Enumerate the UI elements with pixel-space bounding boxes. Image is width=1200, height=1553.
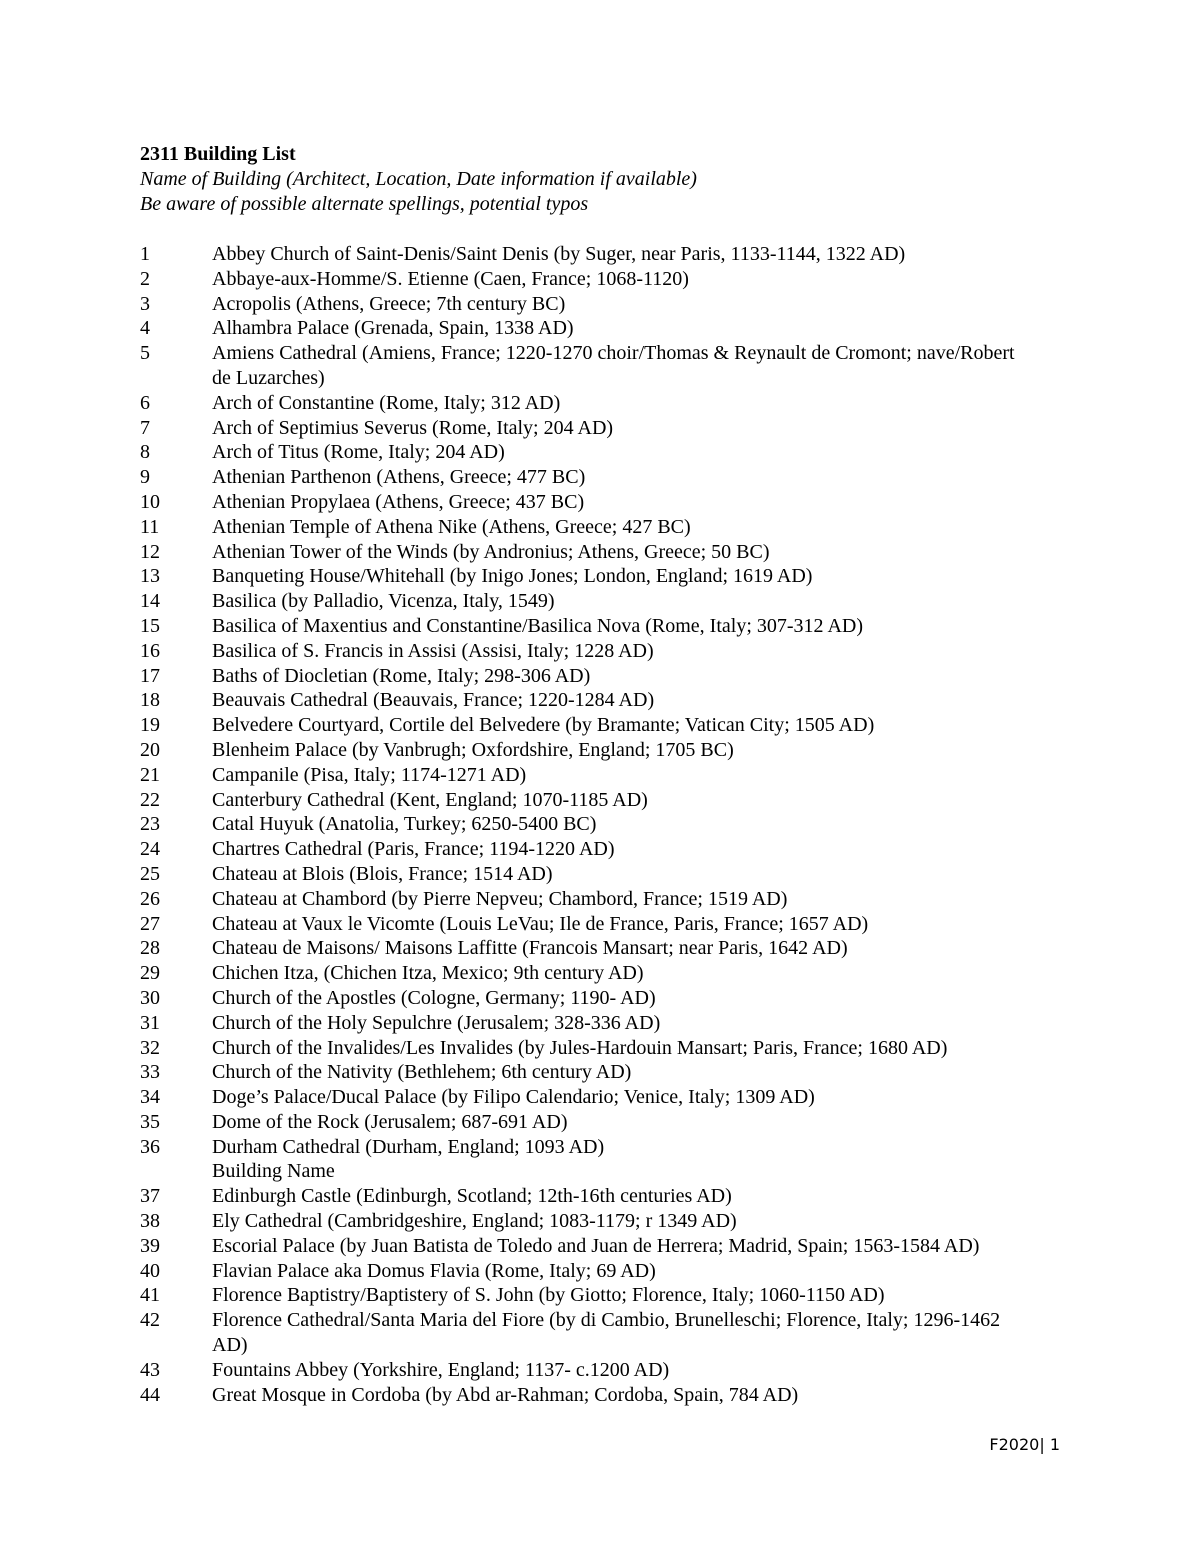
list-item-text: Alhambra Palace (Grenada, Spain, 1338 AD)	[212, 317, 574, 340]
list-item	[140, 986, 1100, 1011]
list-item-number: 20	[140, 738, 160, 761]
list-item-text: Arch of Septimius Severus (Rome, Italy; 204 AD)	[212, 416, 614, 439]
list-item-text: Beauvais Cathedral (Beauvais, France; 1220-1284 AD)	[212, 689, 655, 712]
list-item	[140, 912, 1100, 937]
list-item-number: 33	[140, 1061, 160, 1084]
list-item-text: Great Mosque in Cordoba (by Abd ar-Rahman; Cordoba, Spain, 784 AD)	[212, 1383, 799, 1406]
list-item	[140, 688, 1100, 713]
list-item	[140, 391, 1100, 416]
list-item-number: 26	[140, 887, 160, 910]
list-item-text: Flavian Palace aka Domus Flavia (Rome, Italy; 69 AD)	[212, 1259, 656, 1282]
list-item-text: Ely Cathedral (Cambridgeshire, England; 1083-1179; r 1349 AD)	[212, 1210, 737, 1233]
list-item-text: Building Name	[212, 1160, 335, 1183]
list-item-number: 22	[140, 788, 160, 811]
list-item-text: Abbaye-aux-Homme/S. Etienne (Caen, France; 1068-1120)	[212, 267, 689, 290]
list-item	[140, 1259, 1100, 1284]
list-item	[140, 812, 1100, 837]
list-item-number: 18	[140, 689, 160, 712]
page-footer: F2020| 1	[989, 1435, 1060, 1454]
list-item-text: Athenian Tower of the Winds (by Andronius; Athens, Greece; 50 BC)	[212, 540, 770, 563]
list-item-number: 30	[140, 986, 160, 1009]
list-item	[140, 316, 1100, 341]
list-item-number: 19	[140, 714, 160, 737]
list-item-text: Basilica of Maxentius and Constantine/Basilica Nova (Rome, Italy; 307-312 AD)	[212, 614, 863, 637]
list-item-text: Athenian Propylaea (Athens, Greece; 437 BC)	[212, 490, 585, 513]
list-item	[140, 1308, 1100, 1358]
list-item-text: Campanile (Pisa, Italy; 1174-1271 AD)	[212, 763, 527, 786]
list-item-number: 38	[140, 1210, 160, 1233]
list-item-number: 27	[140, 912, 160, 935]
list-item-number: 6	[140, 391, 150, 414]
list-item	[140, 1383, 1100, 1408]
list-item-number: 23	[140, 813, 160, 836]
list-item-text: Abbey Church of Saint-Denis/Saint Denis (by Suger, near Paris, 1133-1144, 1322 AD)	[212, 243, 906, 265]
list-item	[140, 267, 1100, 292]
document-header	[140, 141, 1100, 217]
list-item-number: 7	[140, 416, 150, 439]
list-item-number: 36	[140, 1135, 160, 1158]
list-item-text: Chateau de Maisons/ Maisons Laffitte (Francois Mansart; near Paris, 1642 AD)	[212, 937, 848, 960]
list-item	[140, 540, 1100, 565]
list-item-text: Chichen Itza, (Chichen Itza, Mexico; 9th century AD)	[212, 962, 644, 985]
list-item-number: 44	[140, 1383, 160, 1406]
list-item-text: Athenian Parthenon (Athens, Greece; 477 BC)	[212, 466, 586, 489]
list-item-number	[140, 1159, 212, 1184]
list-item-number: 29	[140, 962, 160, 985]
list-item-number: 42	[140, 1309, 160, 1332]
list-item-number: 15	[140, 614, 160, 637]
list-item	[140, 961, 1100, 986]
list-item-number: 40	[140, 1259, 160, 1282]
list-item-number: 28	[140, 937, 160, 960]
list-item	[140, 292, 1100, 317]
list-item-text: Baths of Diocletian (Rome, Italy; 298-306 AD)	[212, 664, 591, 687]
list-item	[140, 788, 1100, 813]
list-item-text: Basilica (by Palladio, Vicenza, Italy, 1549)	[212, 590, 555, 613]
list-item	[140, 1110, 1100, 1135]
list-item	[140, 614, 1100, 639]
list-item	[140, 564, 1100, 589]
list-item-number: 35	[140, 1110, 160, 1133]
list-item	[140, 1011, 1100, 1036]
list-item	[140, 1036, 1100, 1061]
list-item	[140, 639, 1100, 664]
list-item-text: Fountains Abbey (Yorkshire, England; 1137- c.1200 AD)	[212, 1358, 670, 1381]
list-item-text: Catal Huyuk (Anatolia, Turkey; 6250-5400 BC)	[212, 813, 597, 836]
document-subtitle-note: Be aware of possible alternate spellings, potential typos	[140, 193, 589, 215]
list-item-text: Florence Baptistry/Baptistery of S. John (by Giotto; Florence, Italy; 1060-1150 AD)	[212, 1284, 885, 1307]
list-item-number: 1	[140, 243, 150, 265]
list-item-text: Chateau at Vaux le Vicomte (Louis LeVau; Ile de France, Paris, France; 1657 AD)	[212, 912, 869, 935]
list-item-number: 10	[140, 490, 160, 513]
list-item-text: Edinburgh Castle (Edinburgh, Scotland; 12th-16th centuries AD)	[212, 1185, 732, 1208]
document-subtitle-format: Name of Building (Architect, Location, Date information if available)	[140, 168, 697, 190]
list-item-number: 31	[140, 1011, 160, 1034]
list-item	[140, 1060, 1100, 1085]
list-item	[140, 763, 1100, 788]
list-item-text: Acropolis (Athens, Greece; 7th century BC)	[212, 292, 566, 315]
list-item	[140, 1135, 1100, 1160]
list-item	[140, 713, 1100, 738]
list-item	[140, 936, 1100, 961]
list-item-number: 12	[140, 540, 160, 563]
list-item-number: 16	[140, 639, 160, 662]
list-item-text: Arch of Constantine (Rome, Italy; 312 AD)	[212, 391, 561, 414]
list-item-number: 17	[140, 664, 160, 687]
list-item-text: Florence Cathedral/Santa Maria del Fiore (by di Cambio, Brunelleschi; Florence, Italy; 1296-1462 AD)	[212, 1309, 1001, 1357]
list-item	[140, 1085, 1100, 1110]
list-item	[140, 1234, 1100, 1259]
list-item-number: 24	[140, 838, 160, 861]
list-item	[140, 440, 1100, 465]
list-item	[140, 589, 1100, 614]
list-item-text: Church of the Nativity (Bethlehem; 6th century AD)	[212, 1061, 632, 1084]
building-list	[140, 242, 1100, 1407]
list-item	[140, 1184, 1100, 1209]
list-item-number: 41	[140, 1284, 160, 1307]
list-item	[140, 1358, 1100, 1383]
list-item	[140, 416, 1100, 441]
list-item-text: Belvedere Courtyard, Cortile del Belvedere (by Bramante; Vatican City; 1505 AD)	[212, 714, 875, 737]
list-item-number: 43	[140, 1358, 160, 1381]
list-item-text: Durham Cathedral (Durham, England; 1093 AD)	[212, 1135, 605, 1158]
list-item	[140, 515, 1100, 540]
list-item-number: 4	[140, 317, 150, 340]
list-item	[140, 1283, 1100, 1308]
list-item-text: Chateau at Blois (Blois, France; 1514 AD)	[212, 862, 553, 885]
list-item-number: 5	[140, 342, 150, 365]
list-item	[140, 862, 1100, 887]
list-item-text: Arch of Titus (Rome, Italy; 204 AD)	[212, 441, 505, 464]
list-item	[140, 465, 1100, 490]
list-item	[140, 1209, 1100, 1234]
list-item-text: Church of the Holy Sepulchre (Jerusalem; 328-336 AD)	[212, 1011, 661, 1034]
list-item-number: 21	[140, 763, 160, 786]
list-item-text: Basilica of S. Francis in Assisi (Assisi, Italy; 1228 AD)	[212, 639, 654, 662]
list-item-text: Church of the Invalides/Les Invalides (by Jules-Hardouin Mansart; Paris, France; 1680 AD)	[212, 1036, 948, 1059]
list-item	[140, 837, 1100, 862]
list-item-text: Banqueting House/Whitehall (by Inigo Jones; London, England; 1619 AD)	[212, 565, 813, 588]
list-item-number: 37	[140, 1185, 160, 1208]
list-item-text: Doge’s Palace/Ducal Palace (by Filipo Calendario; Venice, Italy; 1309 AD)	[212, 1086, 815, 1109]
list-item-text: Chateau at Chambord (by Pierre Nepveu; Chambord, France; 1519 AD)	[212, 887, 788, 910]
list-item-number: 32	[140, 1036, 160, 1059]
list-item-number: 2	[140, 267, 150, 290]
list-item-text: Dome of the Rock (Jerusalem; 687-691 AD)	[212, 1110, 568, 1133]
list-item-text: Chartres Cathedral (Paris, France; 1194-1220 AD)	[212, 838, 615, 861]
list-item	[140, 490, 1100, 515]
list-item-text: Escorial Palace (by Juan Batista de Toledo and Juan de Herrera; Madrid, Spain; 1563-1584 AD)	[212, 1234, 980, 1257]
list-item-text: Canterbury Cathedral (Kent, England; 1070-1185 AD)	[212, 788, 648, 811]
list-item	[140, 664, 1100, 689]
list-item-number: 34	[140, 1086, 160, 1109]
list-item-text: Athenian Temple of Athena Nike (Athens, Greece; 427 BC)	[212, 515, 691, 538]
list-item-number: 3	[140, 292, 150, 315]
list-item	[140, 1159, 1100, 1184]
list-item-number: 9	[140, 466, 150, 489]
list-item	[140, 242, 1100, 267]
list-item-text: Blenheim Palace (by Vanbrugh; Oxfordshire, England; 1705 BC)	[212, 738, 734, 761]
list-item	[140, 887, 1100, 912]
list-item-number: 13	[140, 565, 160, 588]
list-item-number: 39	[140, 1234, 160, 1257]
document-title: 2311 Building List	[140, 143, 296, 165]
list-item-text: Amiens Cathedral (Amiens, France; 1220-1270 choir/Thomas & Reynault de Cromont; nave/Robert de Luzarches)	[212, 342, 1015, 389]
list-item	[140, 738, 1100, 763]
list-item-number: 25	[140, 862, 160, 885]
list-item-number: 11	[140, 515, 160, 538]
list-item-number: 14	[140, 590, 160, 613]
list-item-number: 8	[140, 441, 150, 464]
list-item	[140, 341, 1100, 391]
list-item-text: Church of the Apostles (Cologne, Germany; 1190- AD)	[212, 986, 656, 1009]
